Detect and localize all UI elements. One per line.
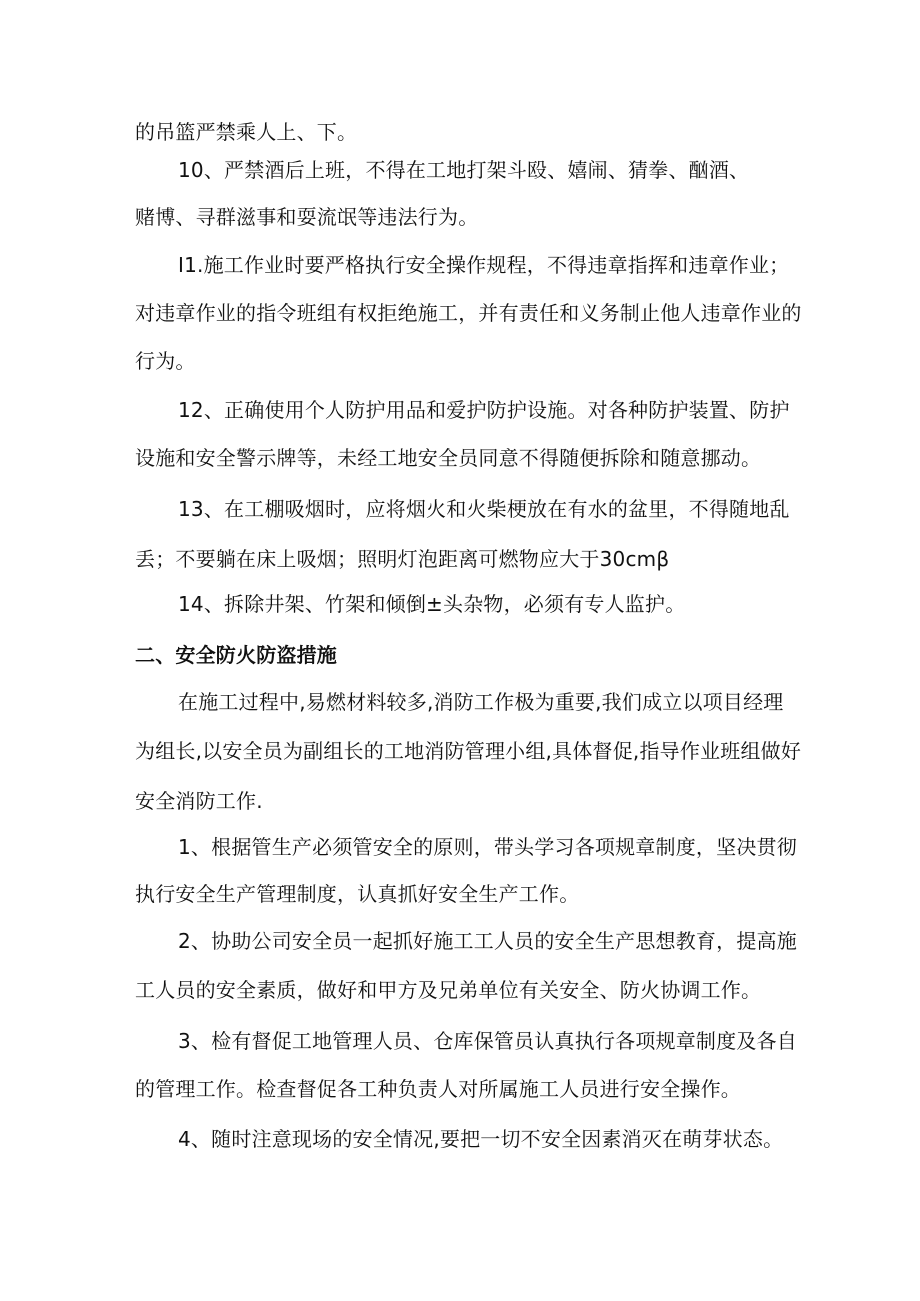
text-line: 行为。	[135, 349, 196, 373]
text-line: 工人员的安全素质，做好和甲方及兄弟单位有关安全、防火协调工作。	[135, 978, 762, 1002]
text-line: 10、严禁酒后上班，不得在工地打架斗殴、嬉闹、猜拳、酗酒、	[178, 158, 750, 182]
text-line: 设施和安全警示牌等，未经工地安全员同意不得随便拆除和随意挪动。	[135, 446, 762, 470]
text-line: 的管理工作。检查督促各工种负责人对所属施工人员进行安全操作。	[135, 1077, 741, 1101]
text-line: 对违章作业的指令班组有权拒绝施工，并有责任和义务制止他人违章作业的	[135, 301, 802, 325]
text-line: I1.施工作业时要严格执行安全操作规程，不得违章指挥和违章作业；	[178, 253, 790, 277]
text-line: 执行安全生产管理制度，认真抓好安全生产工作。	[135, 882, 580, 906]
text-line: 安全消防工作.	[135, 789, 263, 813]
text-line: 在施工过程中,易燃材料较多,消防工作极为重要,我们成立以项目经理	[178, 690, 784, 714]
text-line: 的吊篮严禁乘人上、下。	[135, 120, 358, 144]
text-line: 4、随时注意现场的安全情况,要把一切不安全因素消灭在萌芽状态。	[178, 1127, 784, 1151]
text-line: 12、正确使用个人防护用品和爱护防护设施。对各种防护装置、防护	[178, 398, 790, 422]
section-heading: 二、安全防火防盗措施	[135, 643, 337, 667]
text-line: 1、根据管生产必须管安全的原则，带头学习各项规章制度，坚决贯彻	[178, 835, 797, 859]
text-line: 赌博、寻群滋事和耍流氓等违法行为。	[135, 205, 479, 229]
text-line: 丢；不要躺在床上吸烟；照明灯泡距离可燃物应大于30cmβ	[135, 547, 670, 571]
text-line: 13、在工棚吸烟时，应将烟火和火柴梗放在有水的盆里，不得随地乱	[178, 497, 790, 521]
text-line: 14、拆除井架、竹架和倾倒±头杂物，必须有专人监护。	[178, 592, 686, 616]
text-line: 为组长,以安全员为副组长的工地消防管理小组,具体督促,指导作业班组做好	[135, 739, 802, 763]
text-line: 3、检有督促工地管理人员、仓库保管员认真执行各项规章制度及各自	[178, 1029, 797, 1053]
text-line: 2、协助公司安全员一起抓好施工工人员的安全生产思想教育，提高施	[178, 929, 797, 953]
